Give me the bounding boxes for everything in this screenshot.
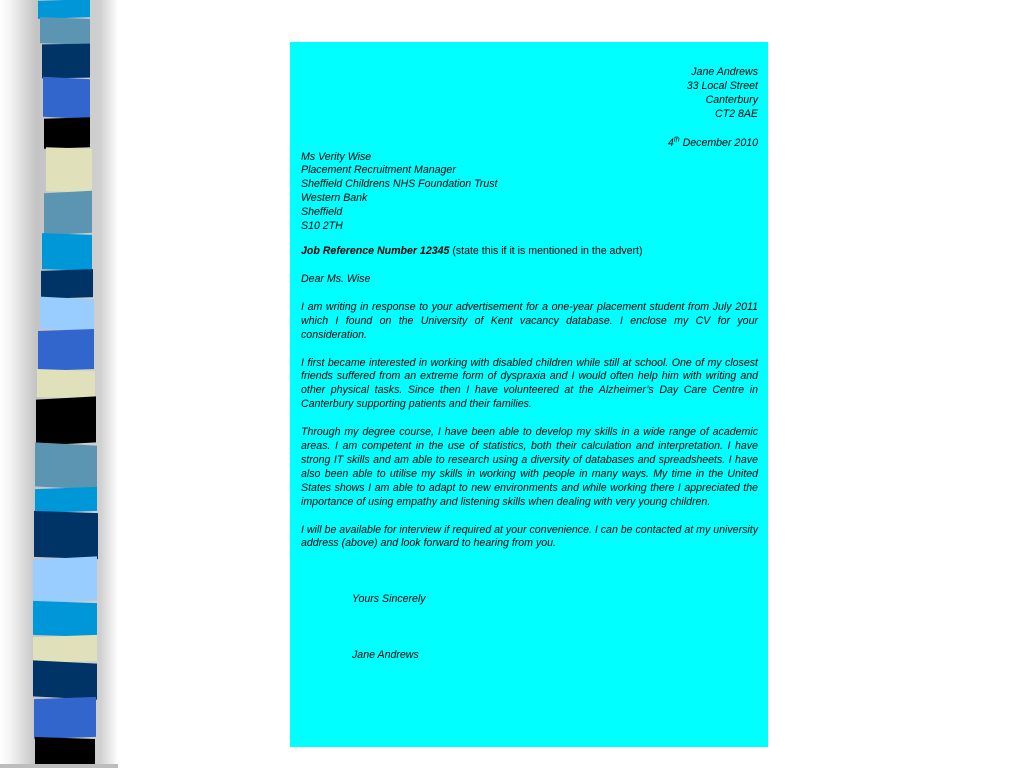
job-reference-label: Job Reference Number 12345 (301, 244, 450, 257)
recipient-street: Western Bank (301, 192, 368, 205)
ribbon-band (34, 511, 98, 559)
decorative-ribbon (0, 0, 120, 768)
letter-date (301, 137, 758, 151)
ribbon-band (38, 329, 94, 371)
sender-address (301, 66, 758, 122)
sender-city: Canterbury (705, 93, 758, 106)
recipient-name: Ms Verity Wise (301, 150, 372, 163)
ribbon-band (42, 233, 92, 271)
ribbon-band (33, 556, 97, 603)
cover-letter (290, 42, 768, 747)
sender-street: 33 Local Street (686, 79, 758, 92)
ribbon-band (46, 147, 92, 193)
date-day: 4 (667, 136, 674, 149)
ribbon-band (40, 297, 94, 332)
ribbon-band (33, 601, 97, 637)
ribbon-band (43, 77, 90, 119)
ribbon-band (41, 269, 93, 299)
ribbon-band (42, 44, 90, 79)
ribbon-band (33, 660, 97, 699)
job-reference (301, 245, 758, 259)
ribbon-bottom-line (0, 764, 118, 768)
date-suffix: th (673, 136, 680, 144)
ribbon-band (44, 117, 90, 149)
paragraph-skills: Through my degree course, I have been able to develop my skills in a wide range of academic areas. I am competent in the use of statistics, both their calculation and interpretation. I have strong IT skills and am able to research using a diversity of databases and spreadsheets. I have also been able to utilise my skills in working with people in many ways. My time in the United States shows I am able to adapt to new environments and while working there I appreciated the importance of using empathy and listening skills when dealing with very young children. (301, 426, 758, 508)
recipient-postcode: S10 2TH (301, 220, 343, 233)
ribbon-band (37, 369, 95, 399)
salutation: Dear Ms. Wise (301, 272, 371, 285)
recipient-title: Placement Recruitment Manager (301, 164, 456, 177)
ribbon-band (35, 487, 97, 513)
recipient-organisation: Sheffield Childrens NHS Foundation Trust (301, 178, 498, 191)
recipient-city: Sheffield (301, 206, 343, 219)
ribbon-band (33, 635, 97, 663)
paragraph-availability: I will be available for interview if required at your convenience. I can be contacted at my university address (above) and look forward to hearing from you. (301, 523, 758, 550)
sender-postcode: CT2 8AE (715, 107, 758, 120)
paragraph-intro: I am writing in response to your advertisement for a one-year placement student from July 2011 which I found on the University of Kent vacancy database. I enclose my CV for your consideration. (301, 300, 758, 341)
sender-name: Jane Andrews (691, 66, 758, 78)
job-reference-note: (state this if it is mentioned in the advert) (449, 244, 643, 257)
signature: Jane Andrews (352, 649, 419, 662)
paragraph-motivation: I first became interested in working with disabled children while still at school. One of my closest friends suffered from an extreme form of dyspraxia and I would often help him with writing and other physical tasks. Since then I have volunteered at the Alzheimer’s Day Care Centre in Canterbury supporting patients and their families. (301, 356, 758, 411)
ribbon-band (40, 17, 90, 45)
ribbon-band (35, 442, 97, 489)
ribbon-band (34, 697, 96, 739)
date-month-year: December 2010 (679, 136, 758, 149)
closing: Yours Sincerely (352, 593, 426, 606)
recipient-address (301, 151, 758, 234)
ribbon-band (36, 396, 96, 445)
ribbon-band (44, 191, 92, 236)
ribbon-band (38, 0, 90, 19)
